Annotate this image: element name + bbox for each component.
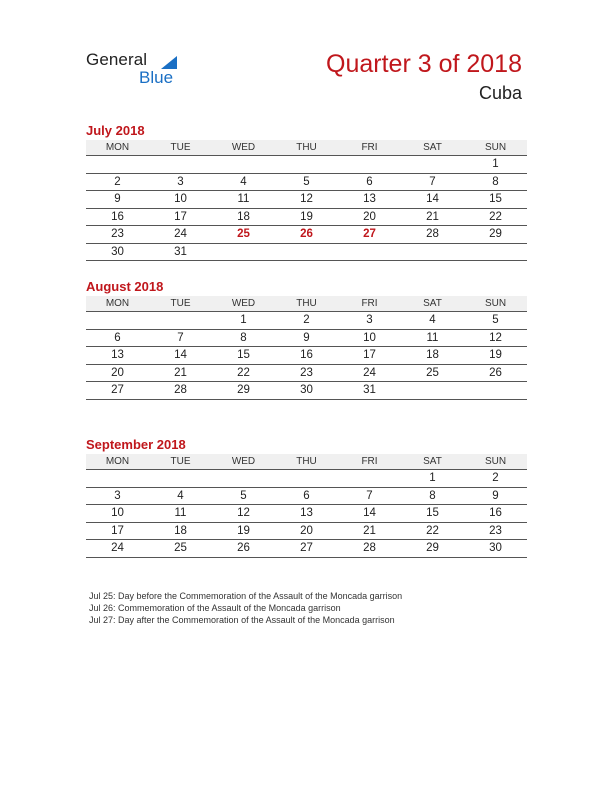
day-cell: 3 bbox=[149, 173, 212, 191]
day-cell: 8 bbox=[401, 487, 464, 505]
weekday-header: MON bbox=[86, 296, 149, 312]
country-name: Cuba bbox=[478, 83, 522, 103]
day-cell bbox=[149, 312, 212, 330]
day-cell: 24 bbox=[86, 540, 149, 558]
weekday-header: MON bbox=[86, 454, 149, 470]
logo-text-general: General bbox=[86, 50, 148, 69]
day-cell: 3 bbox=[338, 312, 401, 330]
holiday-notes bbox=[89, 590, 419, 626]
day-cell: 11 bbox=[149, 505, 212, 523]
logo-text-blue: Blue bbox=[139, 68, 174, 87]
day-cell: 22 bbox=[212, 364, 275, 382]
day-cell bbox=[86, 470, 149, 488]
day-cell: 2 bbox=[86, 173, 149, 191]
week-row bbox=[86, 540, 527, 558]
week-row bbox=[86, 329, 527, 347]
day-cell: 7 bbox=[338, 487, 401, 505]
weekday-header: FRI bbox=[338, 454, 401, 470]
day-cell: 31 bbox=[338, 382, 401, 400]
day-cell: 14 bbox=[338, 505, 401, 523]
weekday-header: SUN bbox=[464, 296, 527, 312]
month-title: July 2018 bbox=[86, 123, 145, 138]
weekday-header-row bbox=[86, 454, 527, 470]
day-cell bbox=[338, 470, 401, 488]
day-cell: 21 bbox=[401, 208, 464, 226]
weekday-header: FRI bbox=[338, 296, 401, 312]
day-cell: 23 bbox=[464, 522, 527, 540]
day-cell: 29 bbox=[401, 540, 464, 558]
day-cell: 22 bbox=[464, 208, 527, 226]
day-cell: 23 bbox=[86, 226, 149, 244]
day-cell: 17 bbox=[338, 347, 401, 365]
day-cell: 8 bbox=[464, 173, 527, 191]
week-row bbox=[86, 470, 527, 488]
day-cell: 18 bbox=[212, 208, 275, 226]
day-cell: 9 bbox=[86, 191, 149, 209]
day-cell: 19 bbox=[275, 208, 338, 226]
day-cell bbox=[401, 382, 464, 400]
weekday-header: SUN bbox=[464, 140, 527, 156]
day-cell: 30 bbox=[275, 382, 338, 400]
day-cell bbox=[275, 243, 338, 261]
day-cell bbox=[275, 470, 338, 488]
day-cell: 30 bbox=[86, 243, 149, 261]
weekday-header: SAT bbox=[401, 454, 464, 470]
calendar-table bbox=[86, 140, 527, 261]
day-cell: 19 bbox=[464, 347, 527, 365]
day-cell: 27 bbox=[338, 226, 401, 244]
day-cell: 25 bbox=[401, 364, 464, 382]
day-cell: 26 bbox=[275, 226, 338, 244]
generalblue-logo bbox=[86, 50, 206, 90]
day-cell bbox=[149, 156, 212, 174]
calendar-table bbox=[86, 454, 527, 558]
day-cell: 18 bbox=[149, 522, 212, 540]
day-cell: 11 bbox=[401, 329, 464, 347]
day-cell: 1 bbox=[401, 470, 464, 488]
day-cell: 12 bbox=[464, 329, 527, 347]
weekday-header: WED bbox=[212, 454, 275, 470]
day-cell: 20 bbox=[275, 522, 338, 540]
day-cell: 28 bbox=[401, 226, 464, 244]
month-title: September 2018 bbox=[86, 437, 186, 452]
weekday-header-row bbox=[86, 140, 527, 156]
weekday-header: THU bbox=[275, 454, 338, 470]
day-cell: 1 bbox=[464, 156, 527, 174]
day-cell bbox=[338, 156, 401, 174]
day-cell: 17 bbox=[149, 208, 212, 226]
day-cell: 1 bbox=[212, 312, 275, 330]
week-row bbox=[86, 364, 527, 382]
day-cell: 10 bbox=[338, 329, 401, 347]
day-cell: 20 bbox=[86, 364, 149, 382]
day-cell: 13 bbox=[275, 505, 338, 523]
day-cell: 24 bbox=[149, 226, 212, 244]
day-cell: 9 bbox=[464, 487, 527, 505]
day-cell: 29 bbox=[464, 226, 527, 244]
day-cell: 11 bbox=[212, 191, 275, 209]
day-cell: 29 bbox=[212, 382, 275, 400]
day-cell: 12 bbox=[275, 191, 338, 209]
day-cell: 26 bbox=[464, 364, 527, 382]
day-cell: 12 bbox=[212, 505, 275, 523]
weekday-header: THU bbox=[275, 140, 338, 156]
week-row bbox=[86, 522, 527, 540]
day-cell: 10 bbox=[86, 505, 149, 523]
calendar-table bbox=[86, 296, 527, 400]
week-row bbox=[86, 226, 527, 244]
weekday-header: TUE bbox=[149, 454, 212, 470]
day-cell bbox=[275, 156, 338, 174]
day-cell: 16 bbox=[275, 347, 338, 365]
week-row bbox=[86, 208, 527, 226]
day-cell: 15 bbox=[401, 505, 464, 523]
day-cell: 22 bbox=[401, 522, 464, 540]
day-cell: 5 bbox=[212, 487, 275, 505]
day-cell bbox=[464, 243, 527, 261]
day-cell bbox=[464, 382, 527, 400]
day-cell: 2 bbox=[275, 312, 338, 330]
holiday-note: Jul 26: Commemoration of the Assault of the Moncada garrison bbox=[89, 603, 341, 613]
weekday-header: MON bbox=[86, 140, 149, 156]
day-cell: 15 bbox=[212, 347, 275, 365]
day-cell: 17 bbox=[86, 522, 149, 540]
day-cell: 24 bbox=[338, 364, 401, 382]
week-row bbox=[86, 173, 527, 191]
week-row bbox=[86, 505, 527, 523]
day-cell: 27 bbox=[275, 540, 338, 558]
day-cell: 25 bbox=[149, 540, 212, 558]
holiday-note: Jul 25: Day before the Commemoration of the Assault of the Moncada garrison bbox=[89, 591, 403, 601]
page-title: Quarter 3 of 2018 bbox=[326, 50, 522, 78]
day-cell: 9 bbox=[275, 329, 338, 347]
day-cell: 15 bbox=[464, 191, 527, 209]
month-block-september bbox=[86, 436, 527, 558]
day-cell: 28 bbox=[338, 540, 401, 558]
week-row bbox=[86, 382, 527, 400]
day-cell bbox=[149, 470, 212, 488]
day-cell bbox=[338, 243, 401, 261]
day-cell: 16 bbox=[86, 208, 149, 226]
day-cell: 13 bbox=[338, 191, 401, 209]
day-cell: 6 bbox=[86, 329, 149, 347]
weekday-header: THU bbox=[275, 296, 338, 312]
day-cell: 10 bbox=[149, 191, 212, 209]
day-cell: 5 bbox=[464, 312, 527, 330]
week-row bbox=[86, 156, 527, 174]
week-row bbox=[86, 191, 527, 209]
day-cell: 4 bbox=[212, 173, 275, 191]
week-row bbox=[86, 312, 527, 330]
day-cell: 23 bbox=[275, 364, 338, 382]
day-cell: 31 bbox=[149, 243, 212, 261]
day-cell: 4 bbox=[149, 487, 212, 505]
day-cell: 14 bbox=[149, 347, 212, 365]
weekday-header: WED bbox=[212, 140, 275, 156]
day-cell: 19 bbox=[212, 522, 275, 540]
weekday-header-row bbox=[86, 296, 527, 312]
day-cell: 21 bbox=[149, 364, 212, 382]
day-cell: 4 bbox=[401, 312, 464, 330]
day-cell: 28 bbox=[149, 382, 212, 400]
weekday-header: WED bbox=[212, 296, 275, 312]
week-row bbox=[86, 487, 527, 505]
day-cell bbox=[401, 243, 464, 261]
day-cell: 14 bbox=[401, 191, 464, 209]
weekday-header: TUE bbox=[149, 140, 212, 156]
day-cell bbox=[212, 243, 275, 261]
month-block-july bbox=[86, 122, 527, 261]
day-cell bbox=[401, 156, 464, 174]
day-cell bbox=[212, 470, 275, 488]
day-cell: 6 bbox=[275, 487, 338, 505]
weekday-header: SUN bbox=[464, 454, 527, 470]
week-row bbox=[86, 243, 527, 261]
day-cell: 16 bbox=[464, 505, 527, 523]
day-cell: 25 bbox=[212, 226, 275, 244]
day-cell: 21 bbox=[338, 522, 401, 540]
day-cell: 20 bbox=[338, 208, 401, 226]
day-cell bbox=[86, 312, 149, 330]
day-cell: 3 bbox=[86, 487, 149, 505]
month-block-august bbox=[86, 278, 527, 400]
day-cell: 5 bbox=[275, 173, 338, 191]
week-row bbox=[86, 347, 527, 365]
day-cell: 7 bbox=[401, 173, 464, 191]
day-cell: 13 bbox=[86, 347, 149, 365]
weekday-header: FRI bbox=[338, 140, 401, 156]
day-cell: 8 bbox=[212, 329, 275, 347]
month-title: August 2018 bbox=[86, 279, 164, 294]
day-cell: 26 bbox=[212, 540, 275, 558]
day-cell: 27 bbox=[86, 382, 149, 400]
holiday-note: Jul 27: Day after the Commemoration of the Assault of the Moncada garrison bbox=[89, 615, 395, 625]
day-cell: 6 bbox=[338, 173, 401, 191]
day-cell bbox=[86, 156, 149, 174]
day-cell: 7 bbox=[149, 329, 212, 347]
weekday-header: SAT bbox=[401, 140, 464, 156]
day-cell: 2 bbox=[464, 470, 527, 488]
day-cell bbox=[212, 156, 275, 174]
day-cell: 30 bbox=[464, 540, 527, 558]
day-cell: 18 bbox=[401, 347, 464, 365]
weekday-header: TUE bbox=[149, 296, 212, 312]
weekday-header: SAT bbox=[401, 296, 464, 312]
